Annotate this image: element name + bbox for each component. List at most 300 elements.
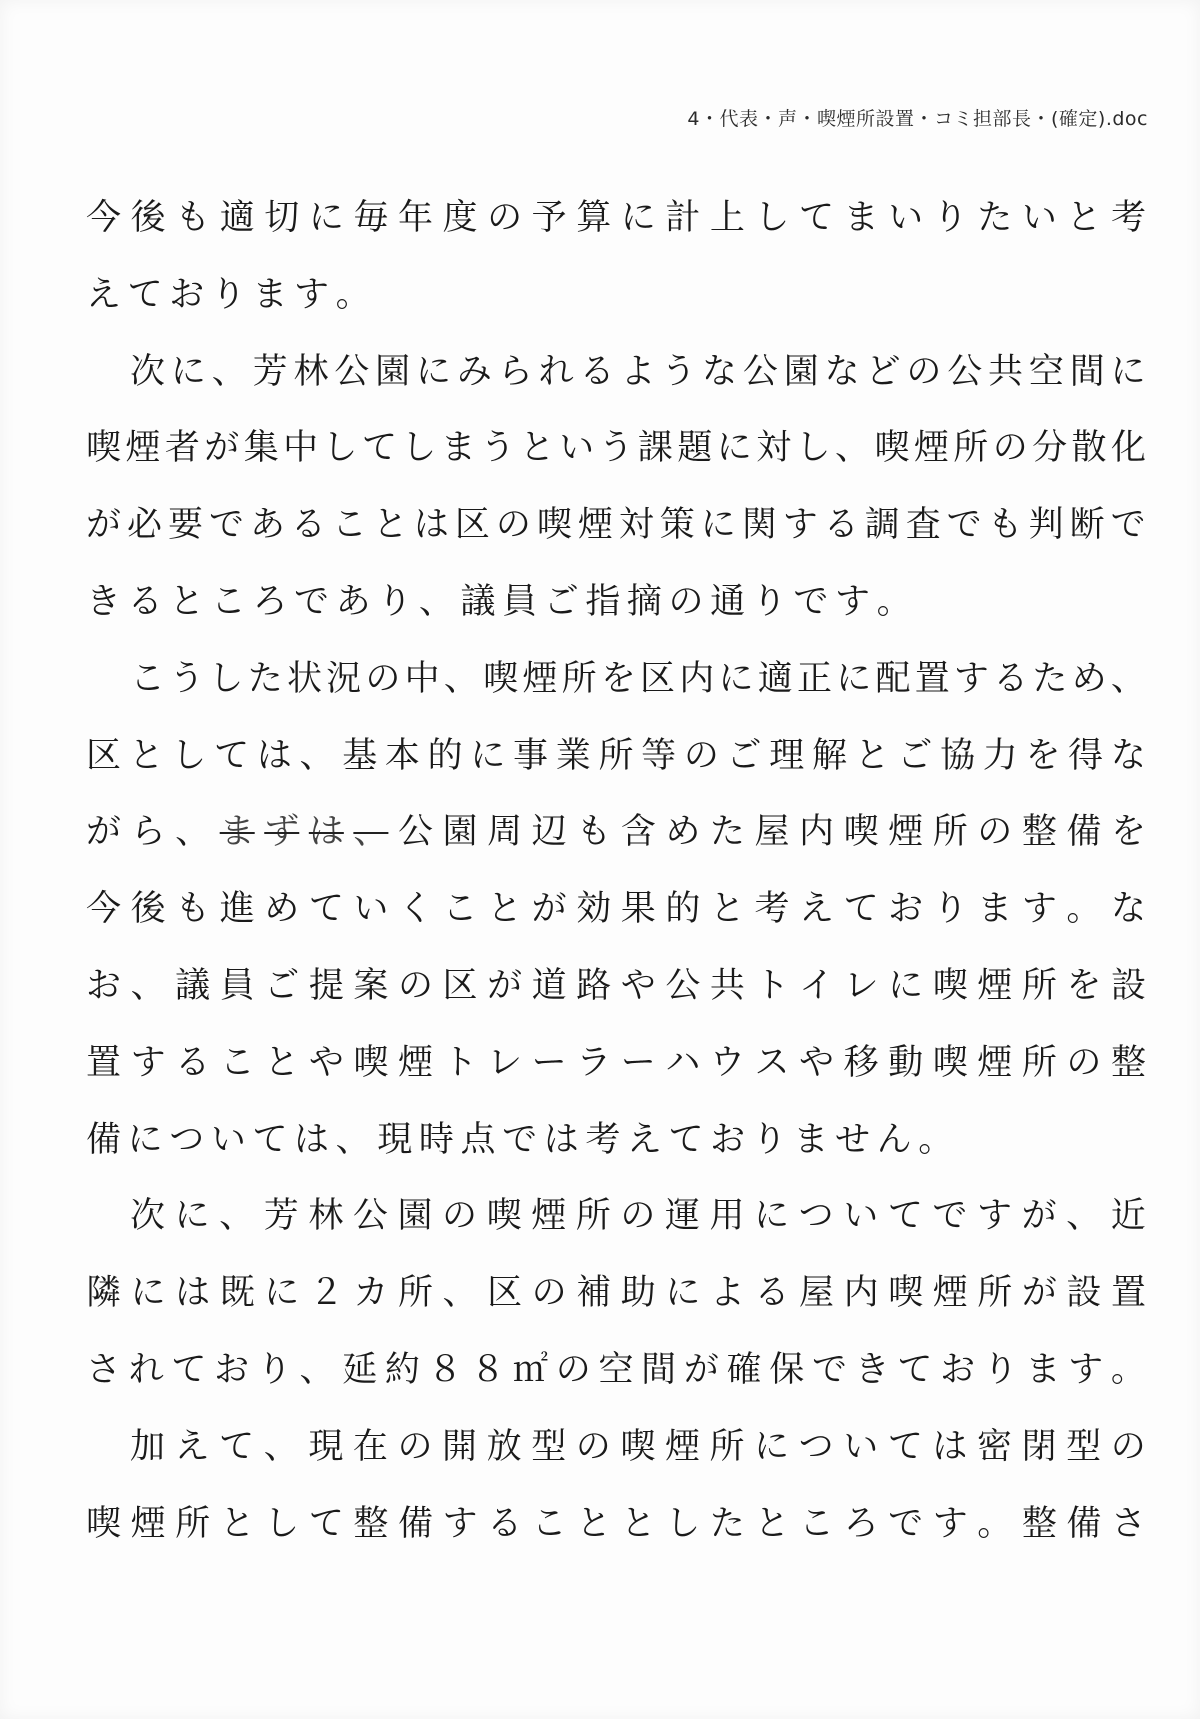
text-char: て bbox=[843, 889, 879, 930]
text-char: 題 bbox=[677, 428, 713, 469]
text-char: 備 bbox=[86, 1119, 122, 1160]
text-char: も bbox=[987, 505, 1023, 546]
text-char: し bbox=[322, 428, 358, 469]
text-char: に bbox=[1110, 351, 1146, 392]
text-char: と bbox=[1066, 198, 1102, 238]
text-char: 議 bbox=[460, 581, 496, 622]
text-char: 。 bbox=[876, 581, 912, 622]
text-line bbox=[86, 180, 1146, 257]
text-char: カ bbox=[353, 1273, 389, 1314]
text-char: の bbox=[977, 812, 1013, 853]
text-char: 煙 bbox=[531, 1196, 567, 1237]
text-char: 所 bbox=[175, 1503, 211, 1544]
text-char: す bbox=[294, 274, 330, 315]
text-char: ８ bbox=[427, 1349, 463, 1390]
text-char: は bbox=[256, 735, 292, 776]
text-char: ー bbox=[531, 1042, 567, 1083]
text-char: 、 bbox=[418, 581, 454, 622]
text-char: 園 bbox=[397, 1196, 433, 1237]
text-char: 要 bbox=[167, 505, 203, 546]
text-char: し bbox=[171, 735, 207, 776]
text-char: え bbox=[174, 1426, 210, 1467]
struck-text-char: 、 bbox=[353, 812, 389, 853]
text-char: 区 bbox=[442, 965, 478, 1006]
text-char: 今 bbox=[86, 198, 122, 238]
text-char: 煙 bbox=[130, 1503, 166, 1544]
text-char: 現 bbox=[308, 1426, 344, 1467]
document-filename-header: 4・代表・声・喫煙所設置・コミ担部長・(確定).doc bbox=[687, 108, 1148, 130]
text-char: 内 bbox=[679, 658, 715, 699]
text-char: る bbox=[754, 1273, 790, 1314]
text-char: 辺 bbox=[531, 812, 567, 853]
text-char: す bbox=[130, 1042, 166, 1083]
text-char: い bbox=[559, 428, 595, 469]
text-char: イ bbox=[799, 965, 835, 1006]
text-char: す bbox=[932, 1503, 968, 1544]
text-char: 内 bbox=[799, 812, 835, 853]
text-char: ま bbox=[793, 1119, 829, 1160]
text-char: 調 bbox=[864, 505, 900, 546]
text-char: の bbox=[683, 735, 719, 776]
text-char: 予 bbox=[531, 198, 567, 238]
text-char: の bbox=[555, 1349, 591, 1390]
text-char: て bbox=[668, 1119, 704, 1160]
text-char: 度 bbox=[442, 198, 478, 238]
text-line bbox=[86, 257, 1146, 334]
text-char: よ bbox=[709, 1273, 745, 1314]
text-char: の bbox=[442, 1196, 478, 1237]
text-char: に bbox=[416, 351, 452, 392]
text-char: 喫 bbox=[932, 1042, 968, 1083]
text-char: ー bbox=[620, 1042, 656, 1083]
text-char: 考 bbox=[754, 889, 790, 930]
text-char: 査 bbox=[905, 505, 941, 546]
text-char: ２ bbox=[308, 1273, 344, 1314]
text-char: さ bbox=[1110, 1503, 1146, 1544]
text-char: 得 bbox=[1068, 735, 1104, 776]
text-char: し bbox=[264, 1503, 300, 1544]
text-char: 年 bbox=[397, 198, 433, 238]
text-char: は bbox=[175, 1273, 211, 1314]
text-char: と bbox=[372, 505, 408, 546]
text-char: ら bbox=[497, 351, 533, 392]
text-char: 。 bbox=[1110, 1349, 1146, 1390]
text-char: に bbox=[170, 351, 206, 392]
text-char: や bbox=[308, 1042, 344, 1083]
text-char: も bbox=[175, 198, 211, 238]
text-char: い bbox=[888, 198, 924, 238]
text-char: 公 bbox=[947, 351, 983, 392]
text-char: 、 bbox=[211, 351, 247, 392]
text-char: る bbox=[823, 505, 859, 546]
text-char: こ bbox=[219, 1042, 255, 1083]
text-char: き bbox=[854, 1349, 890, 1390]
text-char: ハ bbox=[665, 1042, 701, 1083]
text-char: 断 bbox=[1069, 505, 1105, 546]
text-char: 型 bbox=[531, 1426, 567, 1467]
text-char: 後 bbox=[130, 198, 166, 238]
text-char: 次 bbox=[130, 1196, 166, 1237]
text-char: 、 bbox=[443, 658, 479, 699]
text-char: で bbox=[811, 1349, 847, 1390]
text-char: 考 bbox=[585, 1119, 621, 1160]
text-char: 。 bbox=[335, 274, 371, 315]
text-char: て bbox=[214, 735, 250, 776]
text-char: 算 bbox=[576, 198, 612, 238]
text-char: 喫 bbox=[86, 1503, 122, 1544]
text-char: り bbox=[256, 1349, 292, 1390]
text-char: が bbox=[531, 889, 567, 930]
text-char: 備 bbox=[397, 1503, 433, 1544]
text-char: 、 bbox=[1066, 1196, 1102, 1237]
text-char: す bbox=[953, 658, 989, 699]
text-char: を bbox=[1066, 965, 1102, 1006]
text-char: め bbox=[1071, 658, 1107, 699]
text-char: て bbox=[361, 428, 397, 469]
text-char: 芳 bbox=[252, 351, 288, 392]
text-char: い bbox=[1021, 198, 1057, 238]
text-line bbox=[86, 1486, 1146, 1563]
text-char: 指 bbox=[585, 581, 621, 622]
text-char: 用 bbox=[709, 1196, 745, 1237]
text-char: 課 bbox=[637, 428, 673, 469]
text-char: 公 bbox=[352, 1196, 388, 1237]
text-char: 喫 bbox=[536, 505, 572, 546]
text-char: 屋 bbox=[754, 812, 790, 853]
text-char: て bbox=[887, 1196, 923, 1237]
text-line bbox=[86, 718, 1146, 795]
text-char: め bbox=[665, 812, 701, 853]
text-char: こ bbox=[130, 658, 166, 699]
text-char: 、 bbox=[335, 1119, 371, 1160]
text-char: と bbox=[264, 1042, 300, 1083]
text-char: め bbox=[264, 889, 300, 930]
text-char: し bbox=[665, 1503, 701, 1544]
text-char: や bbox=[620, 965, 656, 1006]
text-char: で bbox=[888, 1503, 924, 1544]
text-char: が bbox=[487, 965, 523, 1006]
text-char: 屋 bbox=[799, 1273, 835, 1314]
text-char: 園 bbox=[783, 351, 819, 392]
text-char: の bbox=[668, 581, 704, 622]
text-char: い bbox=[353, 889, 389, 930]
text-char: や bbox=[799, 1042, 835, 1083]
text-char: こ bbox=[531, 1503, 567, 1544]
text-char: 所 bbox=[932, 812, 968, 853]
text-char: に bbox=[665, 1273, 701, 1314]
text-char: り bbox=[932, 889, 968, 930]
text-char: を bbox=[600, 658, 636, 699]
text-char: こ bbox=[331, 505, 367, 546]
text-char: よ bbox=[620, 351, 656, 392]
text-char: て bbox=[308, 1503, 344, 1544]
text-char: 煙 bbox=[577, 505, 613, 546]
text-char: 的 bbox=[665, 889, 701, 930]
text-char: お bbox=[169, 274, 205, 315]
text-char: の bbox=[487, 198, 523, 238]
text-char: こ bbox=[210, 581, 246, 622]
text-char: が bbox=[1021, 1273, 1057, 1314]
text-char: 煙 bbox=[125, 428, 161, 469]
text-char: ご bbox=[897, 735, 933, 776]
text-char: が bbox=[86, 812, 122, 853]
text-char: え bbox=[799, 889, 835, 930]
text-char: ㎡ bbox=[513, 1349, 549, 1390]
text-char: ろ bbox=[252, 581, 288, 622]
text-char: で bbox=[294, 581, 330, 622]
text-char: 共 bbox=[988, 351, 1024, 392]
text-char: す bbox=[1021, 889, 1057, 930]
text-char: 公 bbox=[397, 812, 433, 853]
text-char: 今 bbox=[86, 889, 122, 930]
text-char: も bbox=[576, 812, 612, 853]
text-char: 、 bbox=[263, 1426, 299, 1467]
text-char: 放 bbox=[486, 1426, 522, 1467]
text-char: 計 bbox=[665, 198, 701, 238]
text-char: 園 bbox=[442, 812, 478, 853]
text-char: ま bbox=[440, 428, 476, 469]
text-char: 況 bbox=[326, 658, 362, 699]
text-char: 本 bbox=[384, 735, 420, 776]
text-char: の bbox=[906, 351, 942, 392]
text-char: 、 bbox=[835, 428, 871, 469]
text-char: の bbox=[1110, 1426, 1146, 1467]
text-char: す bbox=[976, 1196, 1012, 1237]
text-char: 提 bbox=[308, 965, 344, 1006]
text-line bbox=[86, 1255, 1146, 1332]
text-char: 所 bbox=[953, 428, 989, 469]
text-char: が bbox=[1021, 1196, 1057, 1237]
text-char: い bbox=[210, 1119, 246, 1160]
text-char: た bbox=[709, 1503, 745, 1544]
text-line bbox=[86, 1178, 1146, 1255]
text-char: 理 bbox=[769, 735, 805, 776]
text-char: 喫 bbox=[353, 1042, 389, 1083]
text-char: 公 bbox=[665, 965, 701, 1006]
text-char: 共 bbox=[709, 965, 745, 1006]
text-char: 在 bbox=[352, 1426, 388, 1467]
text-char: 林 bbox=[308, 1196, 344, 1237]
text-char: 園 bbox=[375, 351, 411, 392]
text-char: 状 bbox=[286, 658, 322, 699]
text-char: の bbox=[531, 1273, 567, 1314]
text-char: 中 bbox=[404, 658, 440, 699]
text-char: 案 bbox=[353, 965, 389, 1006]
text-char: う bbox=[169, 658, 205, 699]
text-char: 煙 bbox=[913, 428, 949, 469]
text-char: で bbox=[946, 505, 982, 546]
text-char: 、 bbox=[219, 1196, 255, 1237]
text-char: と bbox=[709, 889, 745, 930]
text-char: お bbox=[888, 889, 924, 930]
text-char: 運 bbox=[664, 1196, 700, 1237]
text-char: 対 bbox=[756, 428, 792, 469]
text-char: 所 bbox=[709, 1426, 745, 1467]
text-char: 型 bbox=[1066, 1426, 1102, 1467]
text-char: 含 bbox=[620, 812, 656, 853]
text-char: に bbox=[620, 198, 656, 238]
text-char: 煙 bbox=[522, 658, 558, 699]
text-char: て bbox=[799, 198, 835, 238]
text-char: 次 bbox=[130, 351, 166, 392]
text-char: 、 bbox=[299, 735, 335, 776]
text-char: て bbox=[308, 889, 344, 930]
text-line bbox=[86, 1409, 1146, 1486]
text-char: に bbox=[174, 1196, 210, 1237]
text-char: 開 bbox=[442, 1426, 478, 1467]
text-char: つ bbox=[798, 1426, 834, 1467]
text-char: 喫 bbox=[483, 658, 519, 699]
text-char: ラ bbox=[576, 1042, 612, 1083]
text-char: て bbox=[219, 1426, 255, 1467]
text-char: る bbox=[993, 658, 1029, 699]
text-char: し bbox=[401, 428, 437, 469]
text-char: な bbox=[824, 351, 860, 392]
text-char: 、 bbox=[1110, 658, 1146, 699]
text-char: ま bbox=[1025, 1349, 1061, 1390]
text-char: ど bbox=[865, 351, 901, 392]
text-char: な bbox=[1110, 735, 1146, 776]
text-char: 間 bbox=[641, 1349, 677, 1390]
text-char: 点 bbox=[460, 1119, 496, 1160]
text-char: に bbox=[470, 735, 506, 776]
text-char: が bbox=[683, 1349, 719, 1390]
text-char: 整 bbox=[1021, 1503, 1057, 1544]
text-char: し bbox=[754, 198, 790, 238]
text-char: お bbox=[86, 965, 122, 1006]
text-char: 置 bbox=[86, 1042, 122, 1083]
text-char: 員 bbox=[502, 581, 538, 622]
text-char: こ bbox=[442, 889, 478, 930]
text-char: き bbox=[86, 581, 122, 622]
text-char: に bbox=[700, 505, 736, 546]
text-char: レ bbox=[843, 965, 879, 1006]
text-char: 対 bbox=[618, 505, 654, 546]
text-char: が bbox=[204, 428, 240, 469]
text-char: ス bbox=[754, 1042, 790, 1083]
text-char: り bbox=[751, 581, 787, 622]
text-char: て bbox=[887, 1426, 923, 1467]
text-char: の bbox=[495, 505, 531, 546]
text-char: と bbox=[487, 889, 523, 930]
text-char: す bbox=[442, 1503, 478, 1544]
text-char: の bbox=[992, 428, 1028, 469]
text-char: こ bbox=[799, 1503, 835, 1544]
text-char: 路 bbox=[576, 965, 612, 1006]
text-char: お bbox=[940, 1349, 976, 1390]
text-char: 等 bbox=[641, 735, 677, 776]
text-char: る bbox=[175, 1042, 211, 1083]
text-char: 備 bbox=[1066, 812, 1102, 853]
text-char: に bbox=[308, 198, 344, 238]
text-char: 動 bbox=[888, 1042, 924, 1083]
text-char: 果 bbox=[620, 889, 656, 930]
text-char: 策 bbox=[659, 505, 695, 546]
text-char: 。 bbox=[1066, 889, 1102, 930]
text-char: 化 bbox=[1110, 428, 1146, 469]
text-char: 煙 bbox=[977, 1042, 1013, 1083]
text-line bbox=[86, 1025, 1146, 1102]
text-char: 業 bbox=[555, 735, 591, 776]
text-line bbox=[86, 948, 1146, 1025]
text-char: 近 bbox=[1110, 1196, 1146, 1237]
text-char: に bbox=[130, 1273, 166, 1314]
text-char: ら bbox=[130, 812, 166, 853]
text-char: が bbox=[86, 505, 122, 546]
text-char: 、 bbox=[175, 812, 211, 853]
text-char: 間 bbox=[1069, 351, 1105, 392]
text-char: 者 bbox=[164, 428, 200, 469]
text-char: 解 bbox=[811, 735, 847, 776]
text-char: 所 bbox=[561, 658, 597, 699]
text-char: と bbox=[620, 1503, 656, 1544]
text-char: つ bbox=[798, 1196, 834, 1237]
text-line bbox=[86, 410, 1146, 487]
text-char: 正 bbox=[796, 658, 832, 699]
text-char: 所 bbox=[1021, 1042, 1057, 1083]
text-char: う bbox=[598, 428, 634, 469]
text-char: 既 bbox=[219, 1273, 255, 1314]
text-char: 力 bbox=[982, 735, 1018, 776]
text-char: 周 bbox=[487, 812, 523, 853]
text-char: す bbox=[834, 581, 870, 622]
text-char: 喫 bbox=[620, 1426, 656, 1467]
text-char: と bbox=[754, 1503, 790, 1544]
text-char: お bbox=[214, 1349, 250, 1390]
text-char: り bbox=[751, 1119, 787, 1160]
text-char: ろ bbox=[843, 1503, 879, 1544]
text-char: り bbox=[932, 198, 968, 238]
text-char: さ bbox=[86, 1349, 122, 1390]
text-char: 空 bbox=[1028, 351, 1064, 392]
text-char: 時 bbox=[418, 1119, 454, 1160]
text-char: 喫 bbox=[888, 1273, 924, 1314]
text-char: 分 bbox=[1032, 428, 1068, 469]
text-char: の bbox=[620, 1196, 656, 1237]
text-char: ご bbox=[264, 965, 300, 1006]
text-line bbox=[86, 1332, 1146, 1409]
struck-text-char: は bbox=[308, 812, 344, 853]
struck-text-char: ま bbox=[219, 812, 255, 853]
text-char: で bbox=[932, 1196, 968, 1237]
text-char: 喫 bbox=[843, 812, 879, 853]
text-char: 閉 bbox=[1021, 1426, 1057, 1467]
text-char: と bbox=[128, 735, 164, 776]
text-char: 通 bbox=[710, 581, 746, 622]
text-char: と bbox=[854, 735, 890, 776]
text-char: で bbox=[502, 1119, 538, 1160]
text-char: 補 bbox=[576, 1273, 612, 1314]
text-char: 所 bbox=[1021, 965, 1057, 1006]
text-char: な bbox=[702, 351, 738, 392]
text-char: 整 bbox=[1110, 1042, 1146, 1083]
text-char: り bbox=[982, 1349, 1018, 1390]
text-char: 、 bbox=[442, 1273, 478, 1314]
text-char: 摘 bbox=[626, 581, 662, 622]
text-char: の bbox=[365, 658, 401, 699]
text-char: 。 bbox=[977, 1503, 1013, 1544]
text-char: 煙 bbox=[664, 1426, 700, 1467]
text-char: 林 bbox=[293, 351, 329, 392]
text-line bbox=[86, 871, 1146, 948]
text-char: 隣 bbox=[86, 1273, 122, 1314]
text-char: い bbox=[843, 1426, 879, 1467]
text-char: た bbox=[1032, 658, 1068, 699]
text-char: に bbox=[718, 658, 754, 699]
text-char: し bbox=[795, 428, 831, 469]
text-char: れ bbox=[128, 1349, 164, 1390]
text-char: 喫 bbox=[932, 965, 968, 1006]
